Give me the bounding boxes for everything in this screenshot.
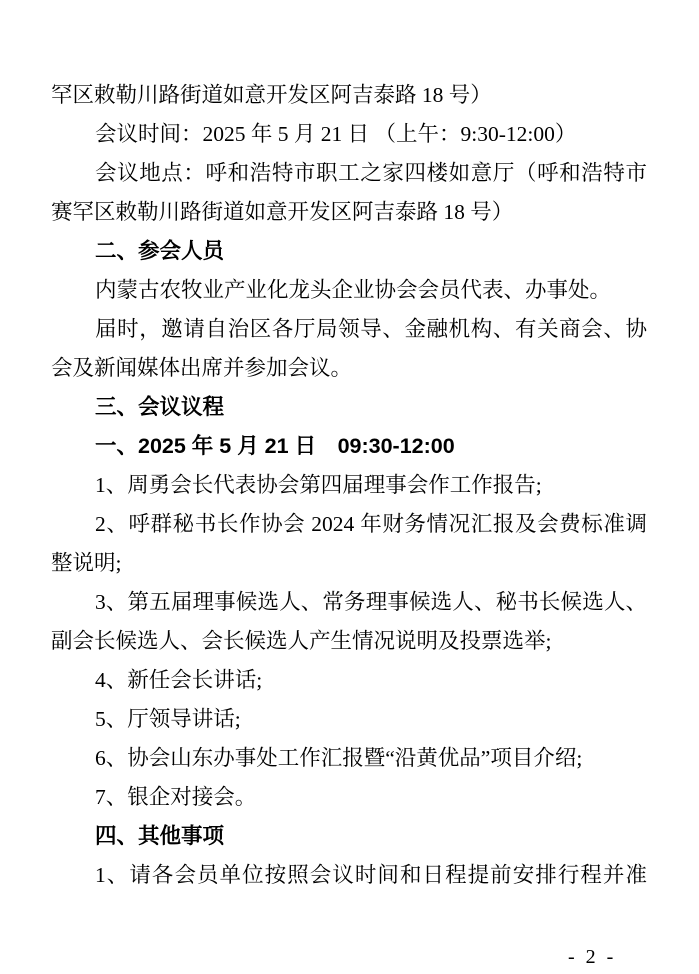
agenda-date-heading: 一、2025 年 5 月 21 日 09:30-12:00 [95, 434, 455, 458]
agenda-item-3: 3、第五届理事候选人、常务理事候选人、秘书长候选人、 [95, 590, 647, 614]
section-heading-other-matters: 四、其他事项 [95, 824, 225, 848]
agenda-item-4: 4、新任会长讲话; [95, 668, 263, 692]
agenda-item-3-continuation: 副会长候选人、会长候选人产生情况说明及投票选举; [51, 629, 552, 653]
section-heading-agenda: 三、会议议程 [95, 395, 225, 419]
meeting-venue-line: 会议地点：呼和浩特市职工之家四楼如意厅（呼和浩特市 [95, 161, 647, 185]
agenda-item-5: 5、厅领导讲话; [95, 707, 241, 731]
invitees-continuation-line: 会及新闻媒体出席并参加会议。 [51, 356, 353, 380]
page-number: - 2 - [568, 946, 615, 968]
document-text-block [51, 76, 647, 895]
section-heading-participants: 二、参会人员 [95, 239, 225, 263]
other-matters-item-1: 1、请各会员单位按照会议时间和日程提前安排行程并准 [95, 863, 647, 887]
participants-line: 内蒙古农牧业产业化龙头企业协会会员代表、办事处。 [95, 278, 612, 302]
agenda-item-2: 2、呼群秘书长作协会 2024 年财务情况汇报及会费标准调 [95, 512, 647, 536]
agenda-item-1: 1、周勇会长代表协会第四届理事会作工作报告; [95, 473, 542, 497]
invitees-line: 届时，邀请自治区各厅局领导、金融机构、有关商会、协 [95, 317, 647, 341]
meeting-time-line: 会议时间：2025 年 5 月 21 日 （上午：9:30-12:00） [95, 122, 577, 146]
agenda-item-2-continuation: 整说明; [51, 551, 122, 575]
agenda-item-7: 7、银企对接会。 [95, 785, 257, 809]
agenda-item-6: 6、协会山东办事处工作汇报暨“沿黄优品”项目介绍; [95, 746, 583, 770]
venue-address-continuation-line: 赛罕区敕勒川路街道如意开发区阿吉泰路 18 号） [51, 200, 514, 224]
address-continuation-line: 罕区敕勒川路街道如意开发区阿吉泰路 18 号） [51, 83, 492, 107]
